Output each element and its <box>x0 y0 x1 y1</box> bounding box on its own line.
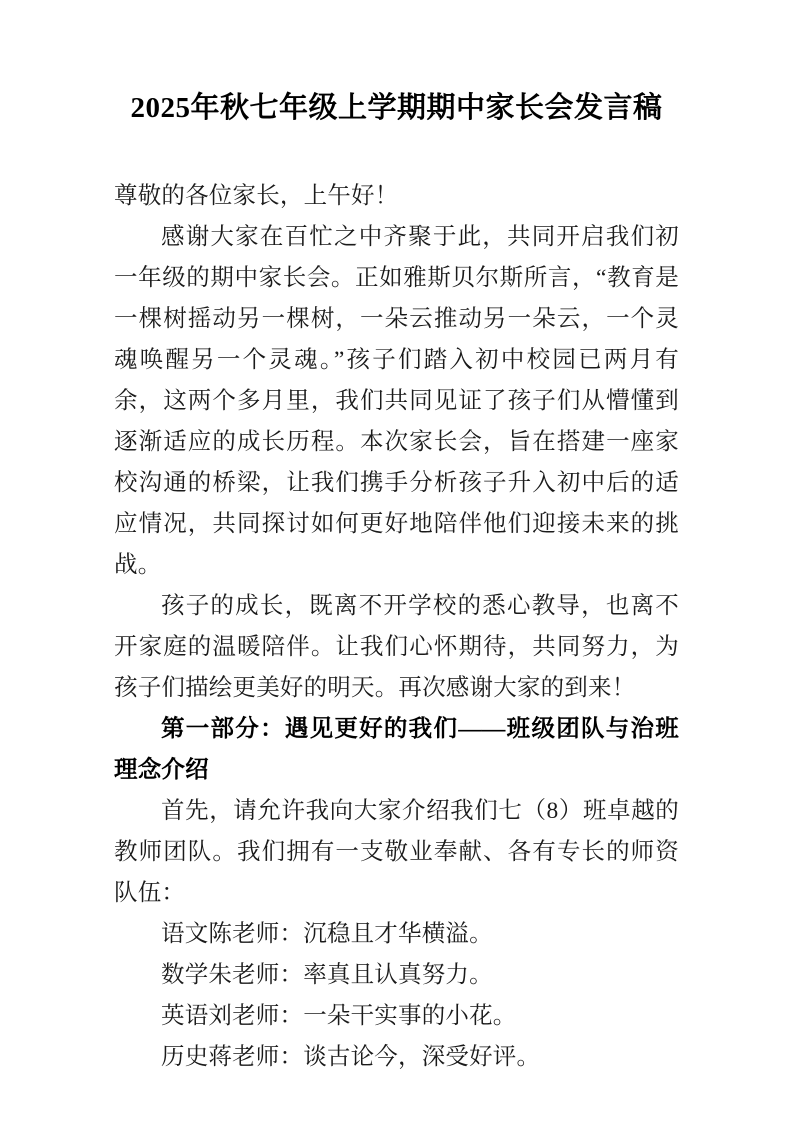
list-item-teacher-chinese: 语文陈老师：沉稳且才华横溢。 <box>161 921 493 947</box>
list-item-teacher-english: 英语刘老师：一朵干实事的小花。 <box>161 1003 517 1029</box>
paragraph-growth-appeal: 孩子的成长，既离不开学校的悉心教导，也离不开家庭的温暖陪伴。让我们心怀期待，共同努力，为孩子们描绘更美好的明天。再次感谢大家的到来！ <box>114 593 679 701</box>
paragraph-opening-thanks: 感谢大家在百忙之中齐聚于此，共同开启我们初一年级的期中家长会。正如雅斯贝尔斯所言，“教育是一棵树摇动另一棵树，一朵云推动另一朵云，一个灵魂唤醒另一个灵魂。”孩子们踏入初中校园已两月有余，这两个多月里，我们共同见证了孩子们从懵懂到逐渐适应的成长历程。本次家长会，旨在搭建一座家校沟通的桥梁，让我们携手分析孩子升入初中后的适应情况，共同探讨如何更好地陪伴他们迎接未来的挑战。 <box>114 224 679 578</box>
paragraph-teacher-team-intro: 首先，请允许我向大家介绍我们七（8）班卓越的教师团队。我们拥有一支敬业奉献、各有专长的师资队伍： <box>114 798 679 906</box>
document-title: 2025年秋七年级上学期期中家长会发言稿 <box>130 92 663 124</box>
paragraph-greeting: 尊敬的各位家长，上午好！ <box>114 183 399 209</box>
list-item-teacher-history: 历史蒋老师：谈古论今，深受好评。 <box>161 1044 541 1070</box>
document-body <box>114 86 679 1078</box>
section-heading-part-one: 第一部分：遇见更好的我们——班级团队与治班理念介绍 <box>114 716 679 783</box>
list-item-teacher-math: 数学朱老师：率真且认真努力。 <box>161 962 493 988</box>
